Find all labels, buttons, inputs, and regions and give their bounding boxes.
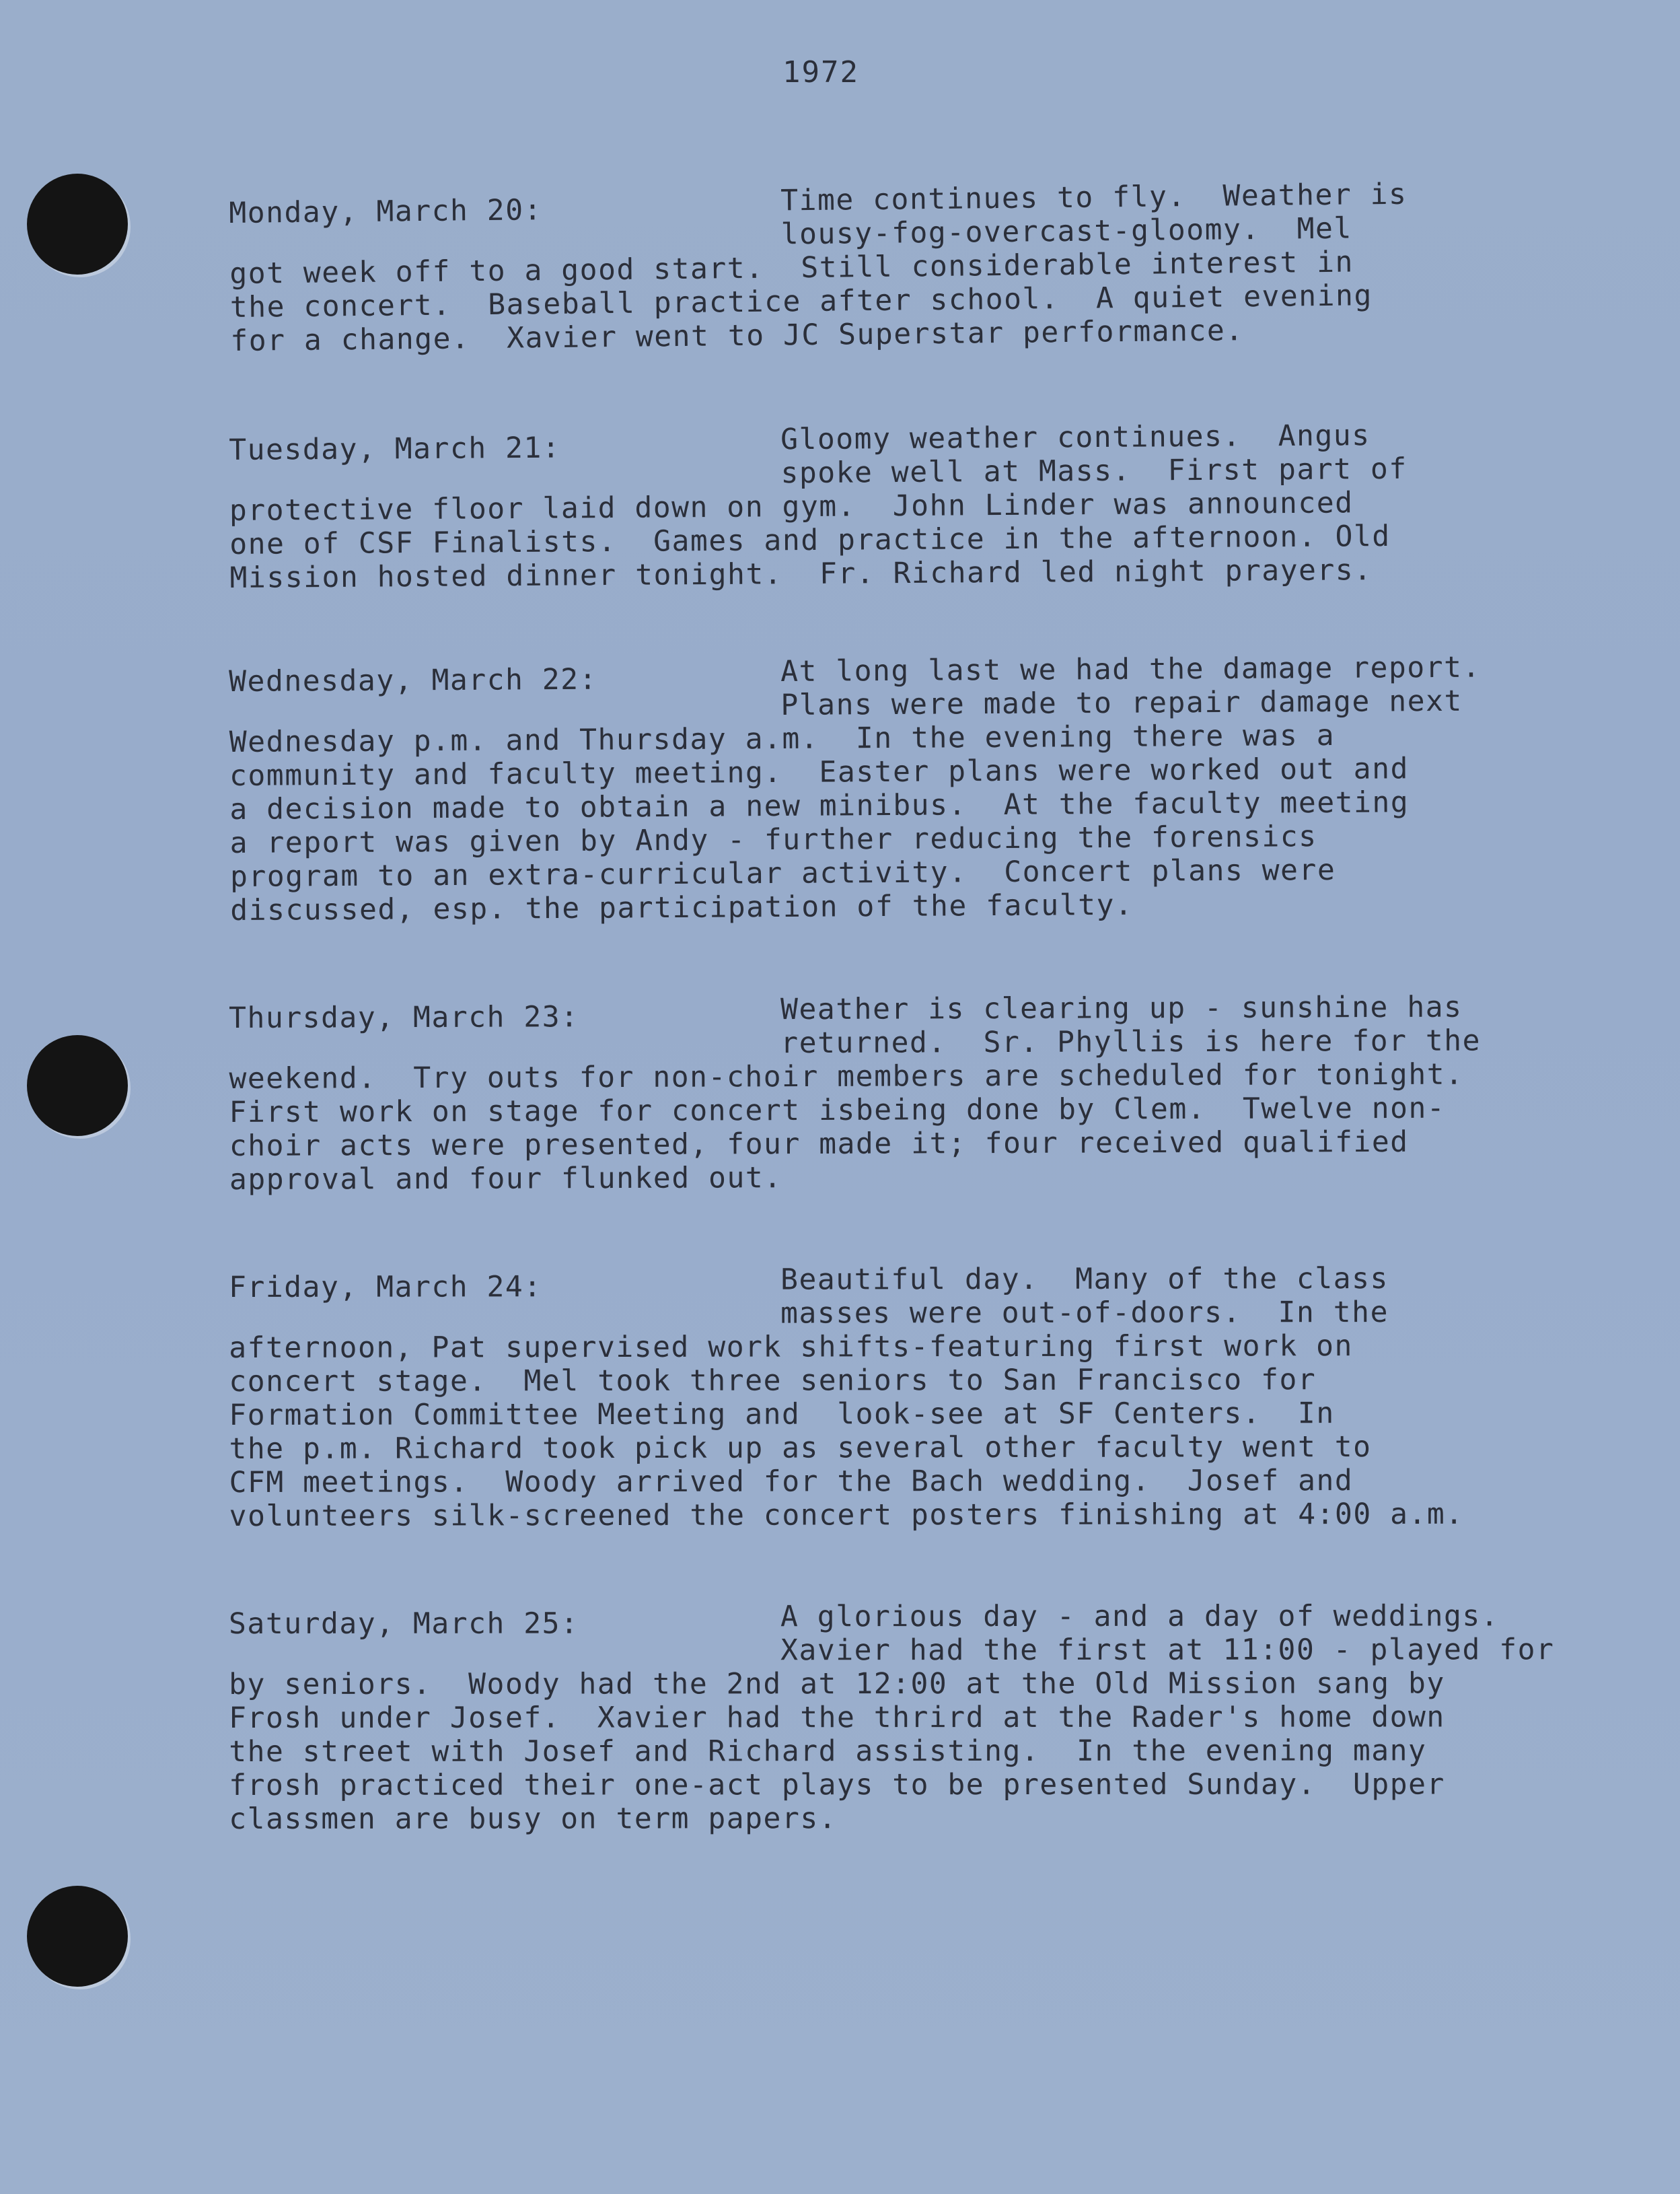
entry-line: weekend. Try outs for non-choir members are scheduled for tonight. (229, 1057, 1464, 1096)
entry-line: program to an extra-curricular activity. Concert plans were (229, 853, 1336, 894)
diary-entry-monday (229, 175, 1642, 358)
entry-line: protective floor laid down on gym. John Linder was announced (229, 486, 1354, 528)
entry-line: the street with Josef and Richard assisting. In the evening many (229, 1734, 1427, 1769)
entry-line: lousy-fog-overcast-gloomy. Mel (780, 211, 1353, 252)
entry-date: Thursday, March 23: (229, 1000, 579, 1035)
entry-line: Gloomy weather continues. Angus (780, 419, 1371, 457)
entry-text (229, 990, 1656, 1197)
entry-line: frosh practiced their one-act plays to be presented Sunday. Upper (229, 1767, 1445, 1802)
entry-line: classmen are busy on term papers. (229, 1802, 838, 1836)
diary-entry-wednesday (229, 649, 1642, 927)
entry-line: choir acts were presented, four made it; four received qualified (229, 1125, 1409, 1163)
entry-line: a decision made to obtain a new minibus. At the faculty meeting (229, 785, 1410, 826)
entry-line: approval and four flunked out. (229, 1161, 782, 1197)
punch-hole (27, 1035, 128, 1136)
entry-line: Mission hosted dinner tonight. Fr. Richard led night prayers. (229, 553, 1373, 595)
entry-line: got week off to a good start. Still considerable interest in (229, 245, 1354, 291)
entry-line: First work on stage for concert isbeing done by Clem. Twelve non- (229, 1091, 1446, 1129)
entry-line: community and faculty meeting. Easter plans were worked out and (229, 752, 1410, 793)
page-year: 1972 (782, 55, 859, 90)
diary-entry-friday (229, 1261, 1642, 1533)
entry-line: masses were out-of-doors. In the (780, 1295, 1389, 1331)
entry-line: Time continues to fly. Weather is (780, 177, 1408, 218)
punch-hole (27, 1886, 128, 1987)
diary-entry-thursday (229, 990, 1642, 1197)
entry-line: Wednesday p.m. and Thursday a.m. In the evening there was a (229, 718, 1336, 759)
entry-line: concert stage. Mel took three seniors to San Francisco for (229, 1363, 1317, 1399)
entry-text (229, 649, 1656, 927)
entry-line: for a change. Xavier went to JC Superstar performance. (230, 314, 1244, 358)
diary-entry-saturday (229, 1599, 1642, 1836)
entry-text (229, 175, 1657, 358)
entry-line: a report was given by Andy - further reducing the forensics (229, 820, 1317, 860)
entry-line: by seniors. Woody had the 2nd at 12:00 at the Old Mission sang by (229, 1666, 1445, 1701)
entry-line: Beautiful day. Many of the class (780, 1261, 1389, 1297)
entry-line: Weather is clearing up - sunshine has (780, 990, 1463, 1027)
entry-line: volunteers silk-screened the concert posters finishing at 4:00 a.m. (229, 1497, 1464, 1533)
entry-line: afternoon, Pat supervised work shifts-featuring first work on (229, 1329, 1353, 1365)
entry-line: Frosh under Josef. Xavier had the thrird at the Rader's home down (229, 1700, 1445, 1735)
entry-line: returned. Sr. Phyllis is here for the (780, 1024, 1482, 1061)
entry-date: Tuesday, March 21: (229, 431, 561, 467)
entry-line: Plans were made to repair damage next (780, 684, 1463, 722)
entry-date: Friday, March 24: (229, 1270, 542, 1304)
entry-line: spoke well at Mass. First part of (780, 452, 1408, 491)
diary-entry-tuesday (229, 417, 1642, 595)
entry-line: A glorious day - and a day of weddings. (780, 1599, 1500, 1634)
entry-date: Monday, March 20: (229, 193, 543, 230)
entry-date: Saturday, March 25: (229, 1606, 579, 1641)
entry-line: the concert. Baseball practice after school. A quiet evening (229, 279, 1373, 324)
entry-line: one of CSF Finalists. Games and practice in the afternoon. Old (229, 519, 1391, 561)
entry-text (229, 417, 1656, 595)
entry-line: Formation Committee Meeting and look-see at SF Centers. In (229, 1396, 1335, 1432)
entry-text (229, 1261, 1656, 1533)
entry-line: the p.m. Richard took pick up as several other faculty went to (229, 1430, 1372, 1466)
entry-text (229, 1599, 1655, 1836)
entry-line: Xavier had the first at 11:00 - played for (780, 1633, 1555, 1668)
entry-line: discussed, esp. the participation of the faculty. (230, 888, 1134, 927)
entry-line: At long last we had the damage report. (780, 650, 1482, 688)
entry-date: Wednesday, March 22: (229, 662, 598, 699)
entry-line: CFM meetings. Woody arrived for the Bach wedding. Josef and (229, 1464, 1354, 1499)
punch-hole (27, 174, 128, 275)
